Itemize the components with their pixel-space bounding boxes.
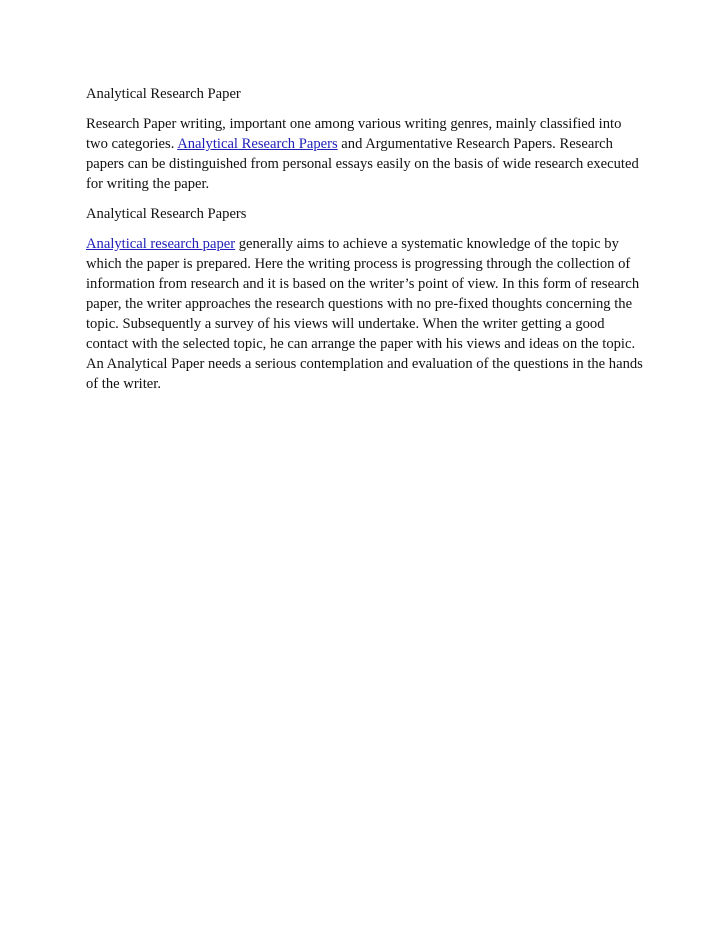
body-paragraph <box>86 234 646 394</box>
section-subheading: Analytical Research Papers <box>86 206 247 222</box>
analytical-research-paper-link[interactable]: Analytical research paper <box>86 236 236 252</box>
body-text-after-link: generally aims to achieve a systematic knowledge of the topic by which the paper is prepared. Here the writing process is progressing through the collection of information from research and it is based on the writer’s point of view. In this form of research paper, the writer approaches the research questions with no pre-fixed thoughts concerning the topic. Subsequently a survey of his views will undertake. When the writer getting a good contact with the selected topic, he can arrange the paper with his views and ideas on the topic. An Analytical Paper needs a serious contemplation and evaluation of the questions in the hands of the writer. <box>86 236 643 392</box>
intro-text-after-link: and Argumentative Research Papers. Research papers can be distinguished from personal essays easily on the basis of wide research executed for writing the paper. <box>86 136 639 192</box>
document-content <box>86 84 646 404</box>
document-title: Analytical Research Paper <box>86 86 241 102</box>
intro-text-before-link: Research Paper writing, important one among various writing genres, mainly classified into two categories. <box>86 116 622 152</box>
analytical-research-papers-link[interactable]: Analytical Research Papers <box>177 136 338 152</box>
intro-paragraph <box>86 114 646 194</box>
